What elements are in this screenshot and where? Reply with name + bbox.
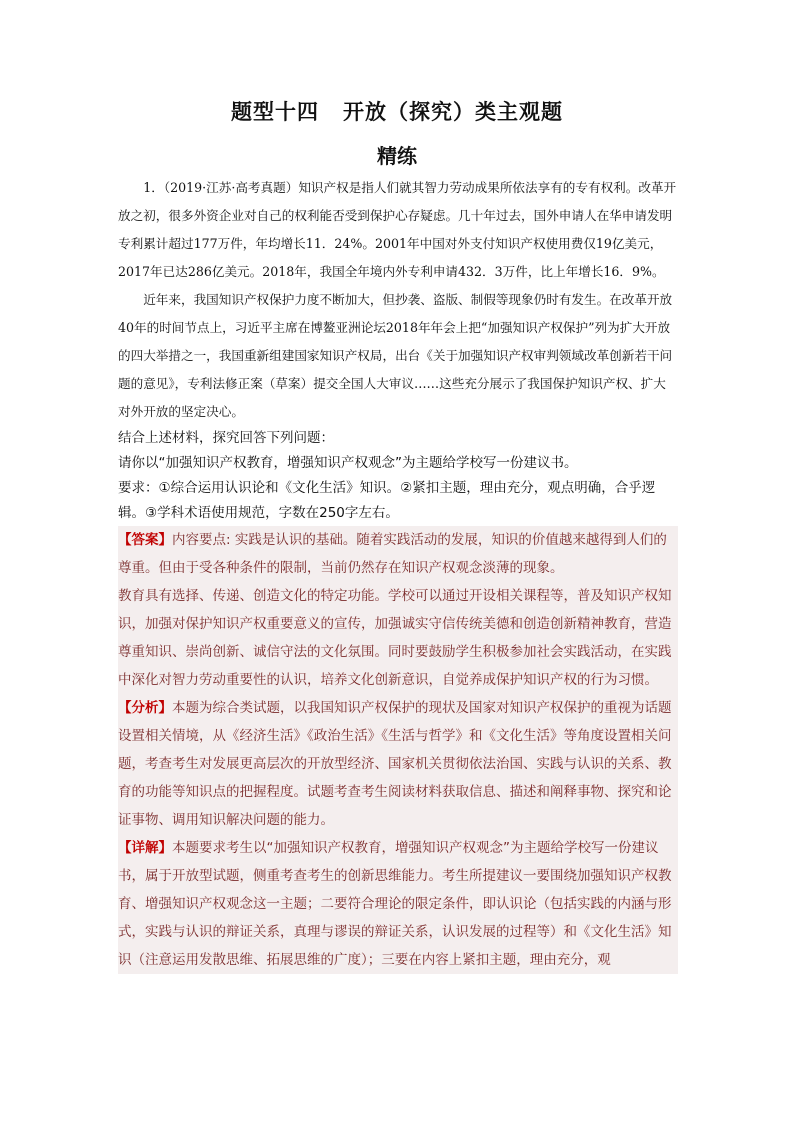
analysis-paragraph [118,694,678,834]
question-prompt-1: 结合上述材料，探究回答下列问题： [118,430,334,446]
title-part2: 开放（探究）类主观题 [343,99,563,124]
question-prompt-2: 请你以“加强知识产权教育，增强知识产权观念”为主题给学校写一份建议书。 [118,455,578,471]
detail-paragraph [118,834,678,974]
analysis-tag: 【分析】 [118,700,172,716]
answer-text-1: 内容要点: 实践是认识的基础。随着实践活动的发展，知识的价值越来越得到人们的尊重。但由于受各种条件的限制，当前仍然存在知识产权观念淡薄的现象。 [118,532,667,576]
question-requirement: 要求：①综合运用认识论和《文化生活》知识。②紧扣主题，理由充分，观点明确，合乎逻辑。③学科术语使用规范，字数在250字左右。 [118,480,656,521]
page-subtitle: 精练 [377,144,417,168]
answer-section [118,526,678,974]
document-body [118,174,678,974]
answer-tag: 【答案】 [118,532,172,548]
detail-tag: 【详解】 [118,840,172,856]
question-paragraph-2: 近年来，我国知识产权保护力度不断加大，但抄袭、盗版、制假等现象仍时有发生。在改革开放40年的时间节点上，习近平主席在博鳌亚洲论坛2018年年会上把“加强知识产权保护”列为扩大开放的四大举措之一，我国重新组建国家知识产权局，出台《关于加强知识产权审判领域改革创新若干问题的意见》，专利法修正案（草案）提交全国人大审议……这些充分展示了我国保护知识产权、扩大对外开放的坚定决心。 [118,292,673,419]
answer-paragraph-2: 教育具有选择、传递、创造文化的特定功能。学校可以通过开设相关课程等，普及知识产权知识，加强对保护知识产权重要意义的宣传，加强诚实守信传统美德和创造创新精神教育，营造尊重知识、崇尚创新、诚信守法的文化氛围。同时要鼓励学生积极参加社会实践活动，在实践中深化对智力劳动重要性的认识，培养文化创新意识，自觉养成保护知识产权的行为习惯。 [118,588,672,688]
question-source: （2019·江苏·高考真题） [163,180,299,195]
question-paragraph-1 [118,174,678,286]
page-title [0,96,794,126]
title-part1: 题型十四 [231,99,319,124]
analysis-text: 本题为综合类试题，以我国知识产权保护的现状及国家对知识产权保护的重视为话题设置相关情境，从《经济生活》《政治生活》《生活与哲学》和《文化生活》等角度设置相关问题，考查考生对发展更高层次的开放型经济、国家机关贯彻依法治国、实践与认识的关系、教育的功能等知识点的把握程度。试题考查考生阅读材料获取信息、描述和阐释事物、探究和论证事物、调用知识解决问题的能力。 [118,700,672,828]
answer-paragraph-1 [118,526,678,582]
question-number: 1． [143,180,164,195]
question-text-1: 知识产权是指人们就其智力劳动成果所依法享有的专有权利。改革开放之初，很多外资企业对自己的权利能否受到保护心存疑虑。几十年过去，国外申请人在华申请发明专利累计超过177万件，年均增长11．24%。2001年中国对外支付知识产权使用费仅19亿美元，2017年已达286亿美元。2018年，我国全年境内外专利申请432．3万件，比上年增长16．9%。 [118,180,677,279]
detail-text: 本题要求考生以“加强知识产权教育，增强知识产权观念”为主题给学校写一份建议书，属于开放型试题，侧重考查考生的创新思维能力。考生所提建议一要围绕加强知识产权教育、增强知识产权观念这一主题；二要符合理论的限定条件，即认识论（包括实践的内涵与形式，实践与认识的辩证关系，真理与谬误的辩证关系，认识发展的过程等）和《文化生活》知识（注意运用发散思维、拓展思维的广度）；三要在内容上紧扣主题，理由充分，观 [118,840,672,968]
